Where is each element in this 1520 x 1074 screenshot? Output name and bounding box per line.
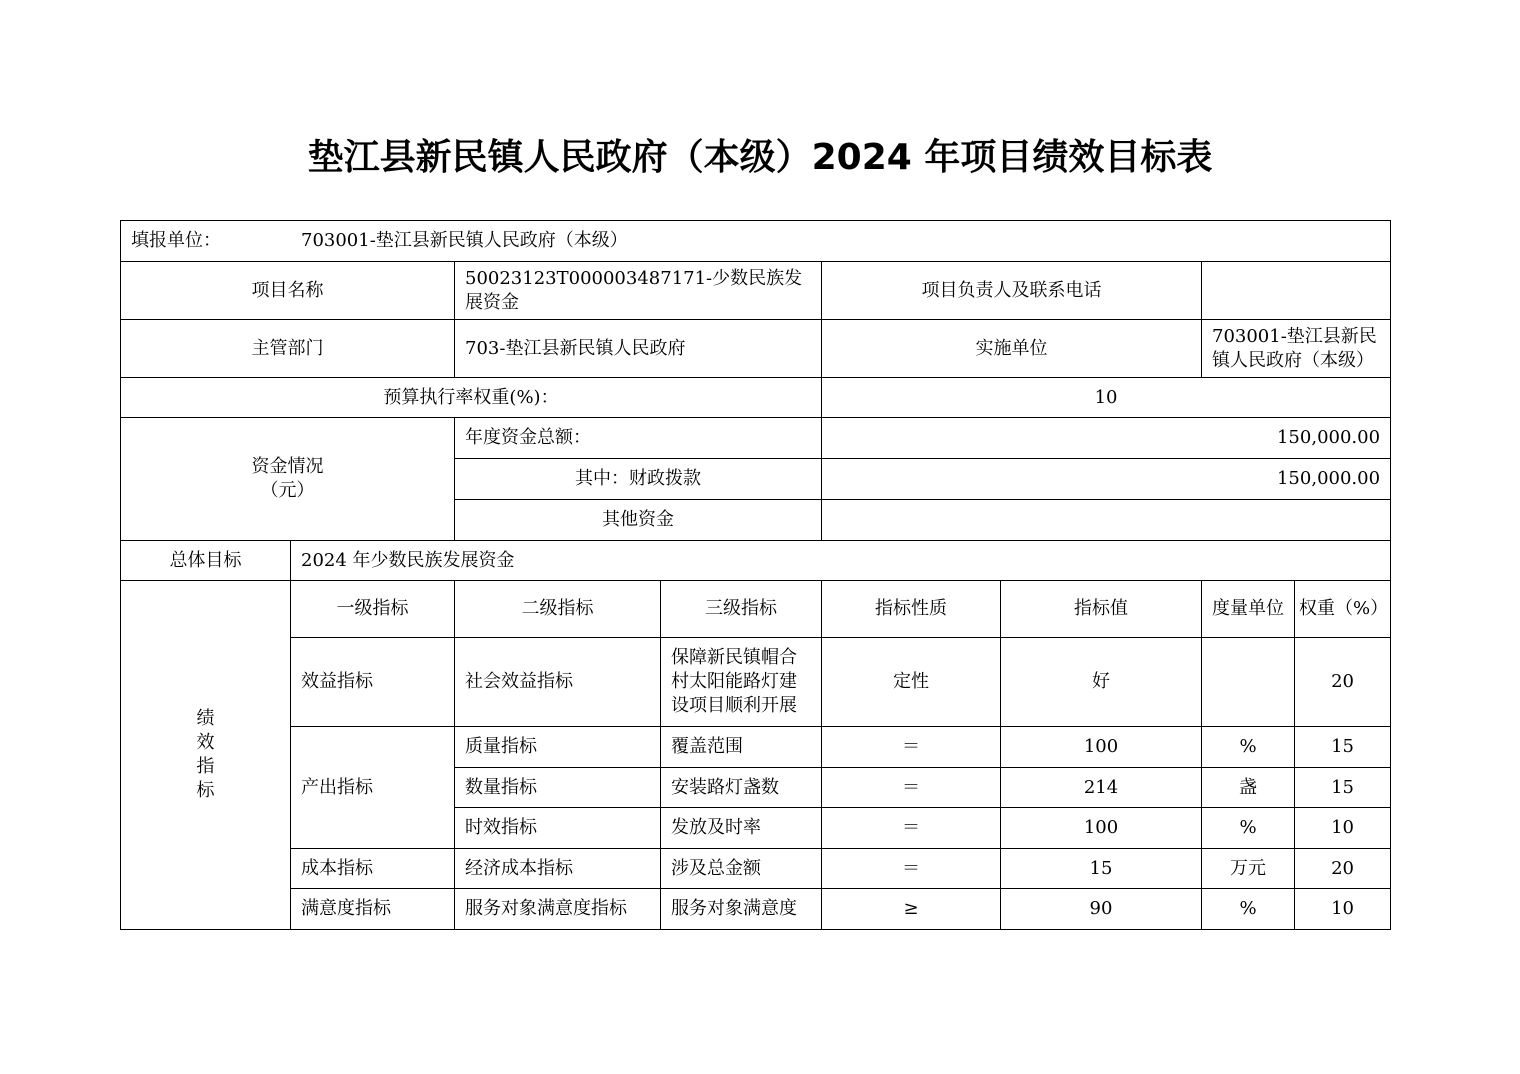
cost-value: 15 xyxy=(1001,849,1202,889)
satisfaction-unit: % xyxy=(1202,889,1295,930)
table-row xyxy=(121,849,1391,889)
cost-level3: 涉及总金额 xyxy=(661,849,822,889)
output-weight: 15 xyxy=(1295,727,1391,768)
funds-fiscal-label: 其中：财政拨款 xyxy=(455,459,822,500)
cost-level1: 成本指标 xyxy=(291,849,455,889)
cost-nature: ＝ xyxy=(822,849,1001,889)
funds-label-line1: 资金情况 xyxy=(251,456,324,477)
benefit-level3: 保障新民镇帽合村太阳能路灯建设项目顺利开展 xyxy=(661,638,822,727)
side-char: 标 xyxy=(196,780,215,801)
table-row xyxy=(121,727,1391,768)
satisfaction-level2: 服务对象满意度指标 xyxy=(455,889,661,930)
funds-other-value xyxy=(822,500,1391,541)
header-level2: 二级指标 xyxy=(455,581,661,638)
overall-goal-value: 2024 年少数民族发展资金 xyxy=(291,541,1391,581)
output-value: 100 xyxy=(1001,727,1202,768)
benefit-value: 好 xyxy=(1001,638,1202,727)
funds-total-row xyxy=(121,418,1391,459)
benefit-level1: 效益指标 xyxy=(291,638,455,727)
satisfaction-level1: 满意度指标 xyxy=(291,889,455,930)
output-nature: ＝ xyxy=(822,727,1001,768)
header-nature: 指标性质 xyxy=(822,581,1001,638)
project-owner-label: 项目负责人及联系电话 xyxy=(822,262,1202,320)
output-level2: 数量指标 xyxy=(455,768,661,808)
table-row xyxy=(121,889,1391,930)
satisfaction-nature: ≥ xyxy=(822,889,1001,930)
funds-other-label: 其他资金 xyxy=(455,500,822,541)
performance-header-row xyxy=(121,581,1391,638)
benefit-nature: 定性 xyxy=(822,638,1001,727)
filling-unit-row xyxy=(121,221,1391,262)
header-level3: 三级指标 xyxy=(661,581,822,638)
budget-weight-label: 预算执行率权重(%)： xyxy=(121,378,822,418)
output-nature: ＝ xyxy=(822,808,1001,849)
output-level3: 覆盖范围 xyxy=(661,727,822,768)
benefit-level2: 社会效益指标 xyxy=(455,638,661,727)
performance-target-table xyxy=(120,220,1391,930)
funds-total-value: 150,000.00 xyxy=(822,418,1391,459)
project-name-value: 50023123T000003487171-少数民族发展资金 xyxy=(455,262,822,320)
overall-goal-row xyxy=(121,541,1391,581)
department-row xyxy=(121,320,1391,378)
output-level3: 发放及时率 xyxy=(661,808,822,849)
header-level1: 一级指标 xyxy=(291,581,455,638)
output-level1: 产出指标 xyxy=(291,727,455,849)
benefit-weight: 20 xyxy=(1295,638,1391,727)
budget-weight-row xyxy=(121,378,1391,418)
filling-unit-value: 703001-垫江县新民镇人民政府（本级） xyxy=(301,230,628,251)
department-value: 703-垫江县新民镇人民政府 xyxy=(455,320,822,378)
table-row xyxy=(121,638,1391,727)
side-char: 指 xyxy=(196,756,215,777)
header-unit: 度量单位 xyxy=(1202,581,1295,638)
header-weight: 权重（%） xyxy=(1295,581,1391,638)
project-name-label: 项目名称 xyxy=(121,262,455,320)
filling-unit-cell xyxy=(121,221,1391,262)
header-value: 指标值 xyxy=(1001,581,1202,638)
implementing-unit-value: 703001-垫江县新民镇人民政府（本级） xyxy=(1202,320,1391,378)
side-char: 效 xyxy=(196,732,215,753)
department-label: 主管部门 xyxy=(121,320,455,378)
page-title: 垫江县新民镇人民政府（本级）2024 年项目绩效目标表 xyxy=(307,137,1213,178)
satisfaction-level3: 服务对象满意度 xyxy=(661,889,822,930)
filling-unit-label: 填报单位： xyxy=(131,230,221,251)
output-value: 214 xyxy=(1001,768,1202,808)
project-name-row xyxy=(121,262,1391,320)
satisfaction-weight: 10 xyxy=(1295,889,1391,930)
implementing-unit-label: 实施单位 xyxy=(822,320,1202,378)
output-value: 100 xyxy=(1001,808,1202,849)
project-owner-value xyxy=(1202,262,1391,320)
side-char: 绩 xyxy=(196,708,215,729)
cost-level2: 经济成本指标 xyxy=(455,849,661,889)
output-level2: 质量指标 xyxy=(455,727,661,768)
funds-total-label: 年度资金总额： xyxy=(455,418,822,459)
overall-goal-label: 总体目标 xyxy=(121,541,291,581)
satisfaction-value: 90 xyxy=(1001,889,1202,930)
output-level3: 安装路灯盏数 xyxy=(661,768,822,808)
output-unit: % xyxy=(1202,808,1295,849)
output-weight: 15 xyxy=(1295,768,1391,808)
cost-weight: 20 xyxy=(1295,849,1391,889)
performance-side-label xyxy=(121,581,291,930)
funds-label xyxy=(121,418,455,541)
output-unit: % xyxy=(1202,727,1295,768)
funds-fiscal-value: 150,000.00 xyxy=(822,459,1391,500)
output-nature: ＝ xyxy=(822,768,1001,808)
funds-label-line2: （元） xyxy=(260,480,315,501)
output-level2: 时效指标 xyxy=(455,808,661,849)
budget-weight-value: 10 xyxy=(822,378,1391,418)
benefit-unit xyxy=(1202,638,1295,727)
cost-unit: 万元 xyxy=(1202,849,1295,889)
output-unit: 盏 xyxy=(1202,768,1295,808)
output-weight: 10 xyxy=(1295,808,1391,849)
